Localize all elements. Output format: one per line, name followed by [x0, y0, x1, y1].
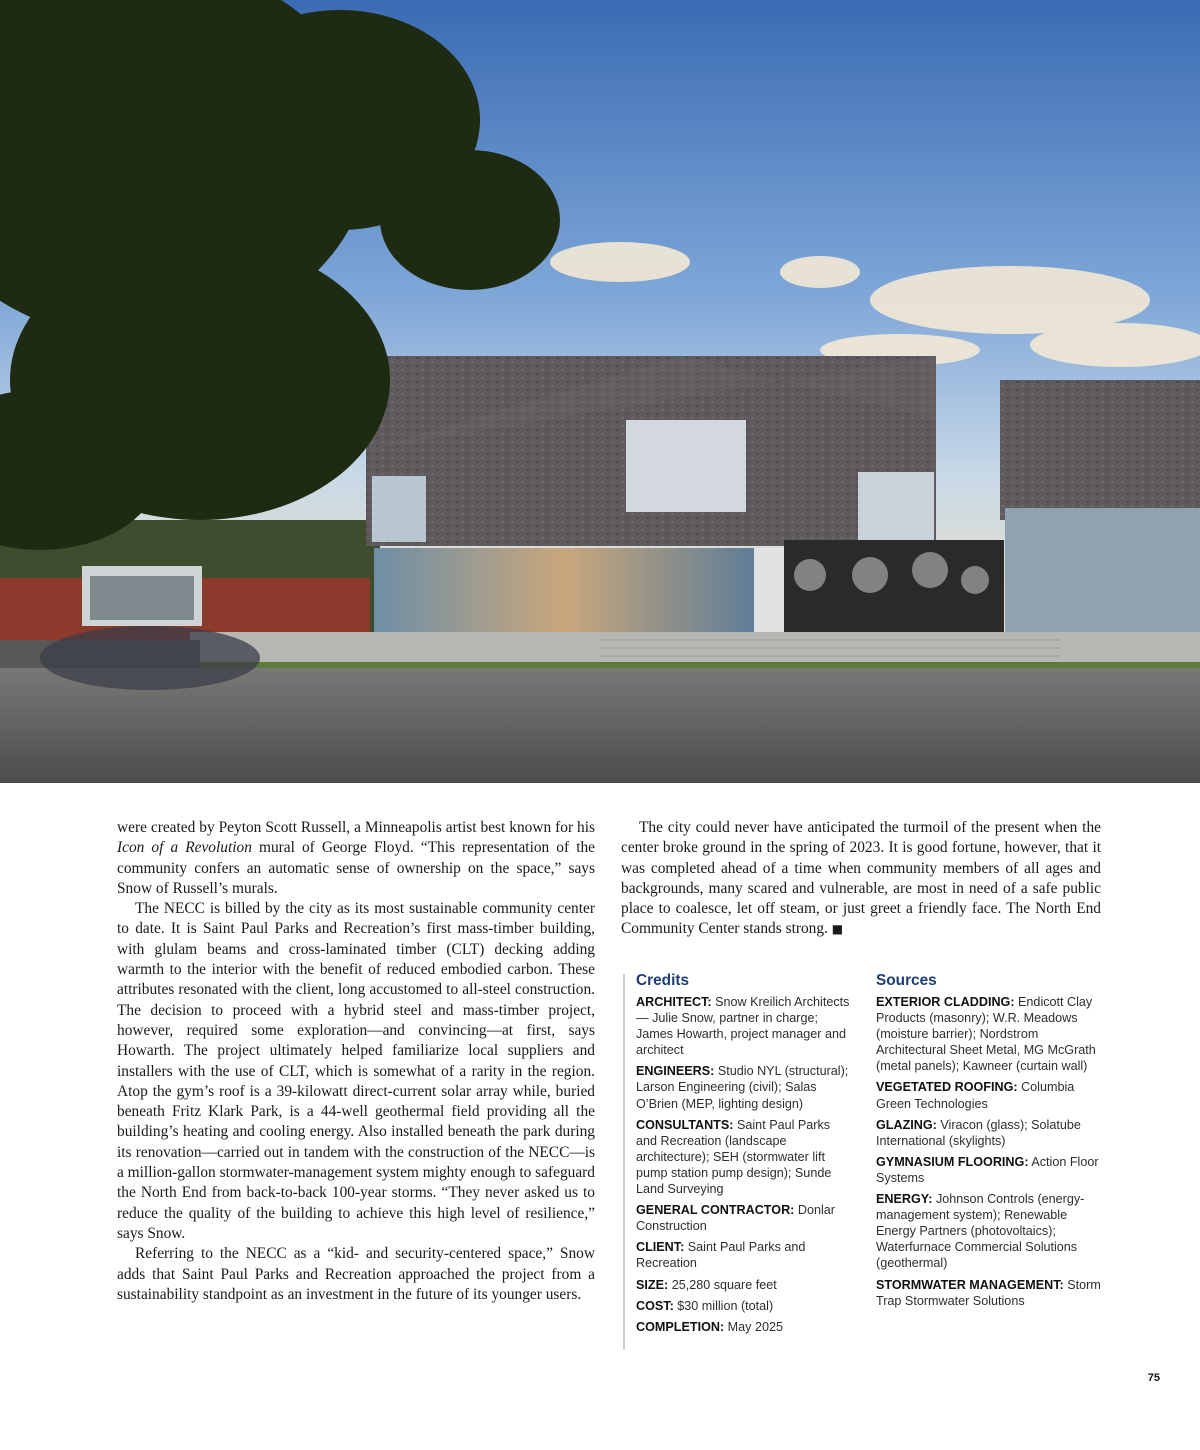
paragraph: The city could never have anticipated the turmoil of the present when the center broke ground in the spring of 2023. It is good fortune, however, that it was completed ahead of a time when community members of all ages and backgrounds, many scared and vulnerable, are most in need of a safe public place to coalesce, let off steam, or just greet a friendly face. The North End Community Center stands strong. ■ — [621, 819, 1101, 938]
moving-car — [40, 626, 260, 690]
credit-entry: ARCHITECT: Snow Kreilich Architects — Julie Snow, partner in charge; James Howarth, project manager and architect — [636, 995, 850, 1058]
paragraph: were created by Peyton Scott Russell, a Minneapolis artist best known for his Icon of a Revolution mural of George Floyd. “This representation of the community confers an automatic sense of ownership on the space,” says Snow of Russell’s murals. — [117, 819, 596, 897]
source-entry: GLAZING: Viracon (glass); Solatube International (skylights) — [876, 1117, 1081, 1148]
credits-heading: Credits — [636, 972, 690, 989]
article-left-column — [117, 818, 595, 1305]
gym-building — [1000, 380, 1200, 520]
credit-entry: COMPLETION: May 2025 — [636, 1319, 783, 1334]
mural-title: Icon of a Revolution — [117, 839, 252, 857]
sources-box — [876, 972, 1106, 1314]
sources-heading: Sources — [876, 972, 937, 989]
source-entry: ENERGY: Johnson Controls (energy-management system); Renewable Energy Partners (photovoltaics); Waterfurnace Commercial Solutions (geothermal) — [876, 1192, 1085, 1271]
credit-entry: ENGINEERS: Studio NYL (structural); Larson Engineering (civil); Salas O’Brien (MEP, lighting design) — [636, 1064, 849, 1111]
paragraph: Referring to the NECC as a “kid- and security-centered space,” Snow adds that Saint Paul Parks and Recreation approached the project from a sustainability standpoint as an investment in the future of its younger users. — [117, 1245, 595, 1303]
source-entry: STORMWATER MANAGEMENT: Storm Trap Stormwater Solutions — [876, 1277, 1101, 1308]
page-number: 75 — [1147, 1372, 1160, 1384]
end-mark-icon: ■ — [831, 922, 844, 937]
sidebar-rule — [623, 974, 625, 1350]
credits-box — [636, 972, 854, 1340]
ground-floor-glazing — [374, 548, 754, 632]
credit-entry: CONSULTANTS: Saint Paul Parks and Recreation (landscape architecture); SEH (stormwater lift pump station pump design); Sunde Land Surveying — [636, 1117, 832, 1197]
credit-entry: GENERAL CONTRACTOR: Donlar Construction — [636, 1203, 835, 1234]
source-entry: EXTERIOR CLADDING: Endicott Clay Products (masonry); W.R. Meadows (moisture barrier); Nordstrom Architectural Sheet Metal, MG McGrath (metal panels); Kawneer (curtain wall) — [876, 995, 1096, 1074]
source-entry: VEGETATED ROOFING: Columbia Green Technologies — [876, 1080, 1075, 1111]
article-right-column — [621, 818, 1101, 940]
source-entry: GYMNASIUM FLOORING: Action Floor Systems — [876, 1154, 1099, 1185]
credit-entry: CLIENT: Saint Paul Parks and Recreation — [636, 1240, 806, 1271]
paragraph: The NECC is billed by the city as its most sustainable community center to date. It is Saint Paul Parks and Recreation’s first mass-timber building, with glulam beams and cross-laminated timber (CLT) decking adding warmth to the interior with the benefit of reduced embodied carbon. These attributes resonated with the client, long accustomed to all-steel construction. The decision to proceed with a hybrid steel and mass-timber project, however, required some exploration—and convincing—at first, says Howarth. The project ultimately helped familiarize local suppliers and installers with the use of CLT, which is somewhat of a rarity in the region. Atop the gym’s roof is a 39-kilowatt direct-current solar array while, buried beneath Fritz Klark Park, is a 44-well geothermal field providing all the building’s heating and cooling energy. Also installed beneath the park during its renovation—carried out in tandem with the construction of the NECC—is a million-gallon stormwater-management system mighty enough to safeguard the North End from back-to-back 100-year storms. “They never asked us to reduce the quality of the building to achieve this high level of resilience,” says Snow. — [117, 900, 595, 1242]
credit-entry: COST: $30 million (total) — [636, 1298, 774, 1313]
credit-entry: SIZE: 25,280 square feet — [636, 1277, 777, 1292]
